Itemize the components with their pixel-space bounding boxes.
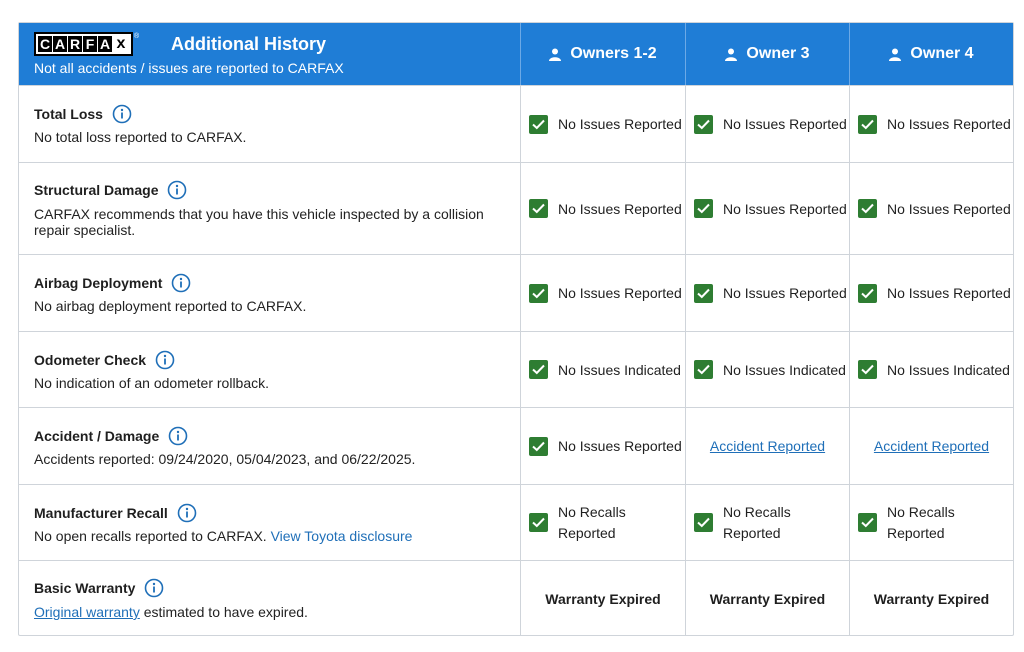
info-icon[interactable] [171,273,191,293]
info-icon[interactable] [168,426,188,446]
warranty-status: Warranty Expired [873,590,990,607]
status-text: No Issues Indicated [558,361,681,378]
check-icon [529,437,548,456]
row-description [34,528,504,544]
status-text: No Recalls Reported [723,503,791,541]
check-icon [694,360,713,379]
column-label: Owner 3 [746,45,810,62]
row-title-label: Structural Damage [34,182,159,198]
status-cell [849,86,1013,162]
status-text: No Recalls Reported [887,503,955,541]
status-text: No Issues Indicated [723,361,846,378]
row-title-label: Manufacturer Recall [34,505,168,521]
accident-reported-link[interactable]: Accident Reported [709,438,826,454]
table-row [19,407,1013,484]
status-cell [685,561,849,636]
check-icon [858,360,877,379]
row-title [34,180,187,200]
status-text: No Issues Reported [558,285,682,301]
row-title-label: Airbag Deployment [34,275,163,291]
status-cell [520,561,685,636]
table-row [19,331,1013,407]
status-cell [849,163,1013,254]
status-cell [520,255,685,331]
table-header [19,23,1013,85]
status-text: No Issues Reported [723,116,847,132]
status-cell [520,408,685,484]
status-text: No Issues Reported [887,200,1011,217]
info-icon[interactable] [144,578,164,598]
row-title [34,104,132,124]
status-text: No Issues Indicated [887,361,1010,378]
check-icon [858,115,877,134]
status-text: No Issues Reported [723,200,847,217]
warranty-status: Warranty Expired [709,590,826,607]
status-cell [520,332,685,407]
row-description [34,604,504,620]
row-title-label: Odometer Check [34,352,147,368]
check-icon [529,284,548,303]
status-cell [685,255,849,331]
status-cell [685,86,849,162]
person-icon [889,48,901,61]
check-icon [529,115,548,134]
warranty-text: estimated to have expired. [143,604,308,620]
check-icon [858,513,877,532]
recall-text: No open recalls reported to CARFAX. [34,528,267,544]
status-text: No Issues Reported [887,116,1011,132]
check-icon [694,199,713,218]
status-text: No Issues Reported [558,438,682,454]
column-owner-3 [685,23,849,85]
check-icon [858,199,877,218]
row-title [34,578,164,598]
status-cell [520,485,685,560]
row-description: Accidents reported: 09/24/2020, 05/04/2023, and 06/22/2025. [34,451,416,467]
column-label: Owners 1-2 [570,45,657,62]
header-title-cell [19,23,520,85]
info-icon[interactable] [167,180,187,200]
table-row [19,85,1013,162]
view-toyota-disclosure-link[interactable]: View Toyota disclosure [270,528,413,544]
check-icon [858,284,877,303]
row-title [34,503,197,523]
info-icon[interactable] [112,104,132,124]
column-owner-4 [849,23,1013,85]
row-description: No total loss reported to CARFAX. [34,129,247,145]
status-text: No Issues Reported [723,285,847,301]
status-text: No Issues Reported [558,116,682,132]
person-icon [725,48,737,61]
row-title [34,426,188,446]
table-row [19,254,1013,331]
check-icon [694,284,713,303]
status-text: No Issues Reported [558,200,682,217]
table-row [19,560,1013,636]
check-icon [529,360,548,379]
status-text: No Issues Reported [887,285,1011,301]
row-title-label: Total Loss [34,106,103,122]
status-cell [685,408,849,484]
info-icon[interactable] [177,503,197,523]
column-label: Owner 4 [910,45,974,62]
status-cell [849,255,1013,331]
row-title-label: Accident / Damage [34,428,160,444]
check-icon [529,199,548,218]
status-cell [520,86,685,162]
status-cell [849,485,1013,560]
info-icon[interactable] [155,350,175,370]
table-row [19,484,1013,560]
row-description: No indication of an odometer rollback. [34,375,270,391]
row-title [34,273,191,293]
row-title [34,350,175,370]
column-owners-1-2 [520,23,685,85]
status-cell [849,332,1013,407]
status-cell [685,163,849,254]
row-description: No airbag deployment reported to CARFAX. [34,298,307,314]
additional-history-table [18,22,1014,636]
warranty-status: Warranty Expired [545,590,661,607]
person-icon [549,48,561,61]
row-title-label: Basic Warranty [34,580,136,596]
check-icon [694,115,713,134]
status-cell [685,332,849,407]
status-cell [520,163,685,254]
check-icon [529,513,548,532]
original-warranty-link[interactable]: Original warranty [34,604,140,620]
status-cell [849,561,1013,636]
status-cell [685,485,849,560]
accident-reported-link[interactable]: Accident Reported [873,438,990,454]
header-subtitle: Not all accidents / issues are reported to CARFAX [34,60,344,76]
status-cell [849,408,1013,484]
status-text: No Recalls Reported [558,503,626,541]
check-icon [694,513,713,532]
carfax-logo: C A R F A x ® [34,31,139,57]
row-description: CARFAX recommends that you have this vehicle inspected by a collision repair specialist. [34,206,484,238]
header-title: Additional History [171,34,327,54]
table-row [19,162,1013,254]
